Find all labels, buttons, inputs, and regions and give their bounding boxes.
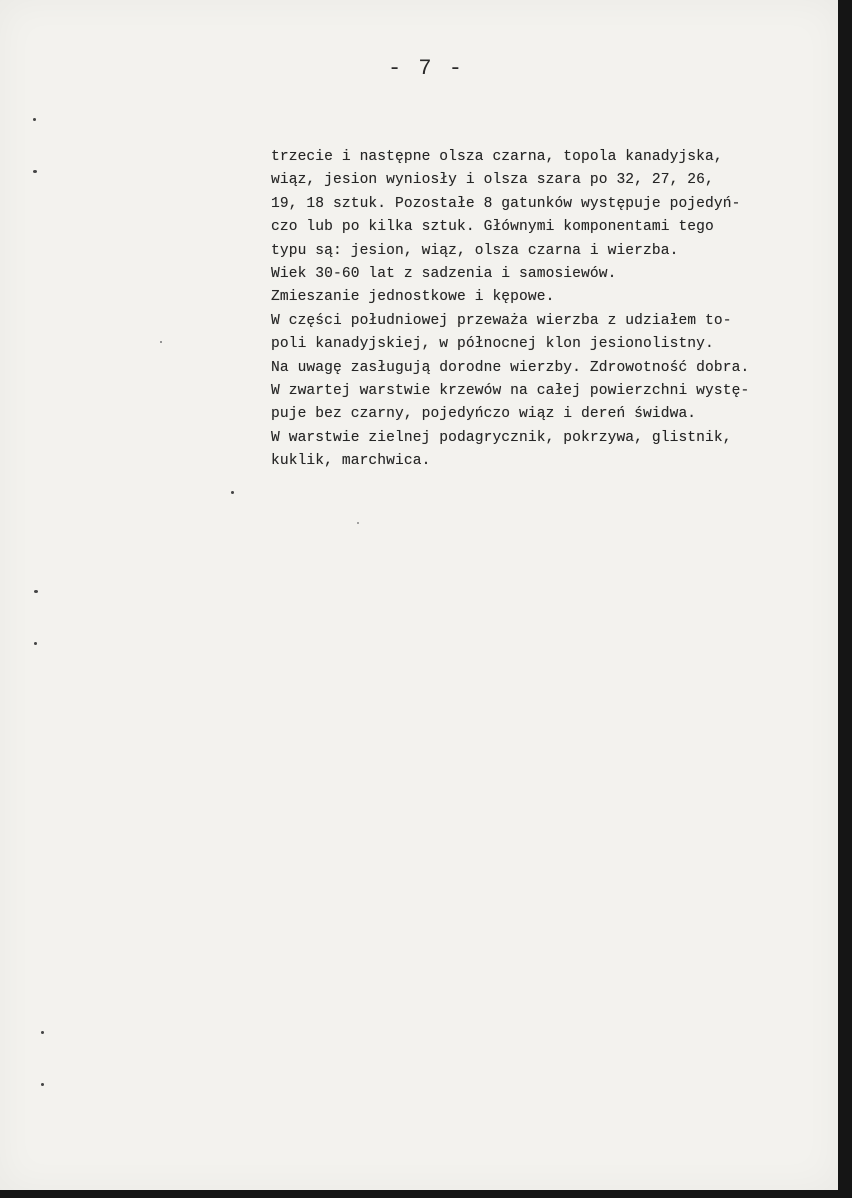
text-line: puje bez czarny, pojedyńczo wiąz i dereń świdwa. [271,406,697,423]
text-line: trzecie i następne olsza czarna, topola kanadyjska, [271,149,723,165]
scan-speck [34,590,38,593]
text-line: W warstwie zielnej podagrycznik, pokrzywa, glistnik, [271,429,732,446]
scan-speck [160,341,162,343]
scan-speck [357,522,359,524]
scan-speck [33,170,37,173]
page-number: - 7 - [388,56,465,81]
scan-speck [41,1031,44,1034]
scan-speck [34,642,37,645]
text-line: W zwartej warstwie krzewów na całej powierzchni wystę- [271,382,750,399]
scan-speck [33,118,36,121]
text-line: 19, 18 sztuk. Pozostałe 8 gatunków występuje pojedyń- [271,195,741,212]
scan-speck [41,1083,44,1086]
text-line: typu są: jesion, wiąz, olsza czarna i wierzba. [271,242,679,259]
text-line: poli kanadyjskiej, w północnej klon jesionolistny. [271,336,714,353]
text-line: czo lub po kilka sztuk. Głównymi komponentami tego [271,219,714,236]
scan-border-right [838,0,852,1198]
text-line: Na uwagę zasługują dorodne wierzby. Zdrowotność dobra. [271,359,750,376]
text-line: kuklik, marchwica. [271,453,431,470]
text-line: Zmieszanie jednostkowe i kępowe. [271,289,555,306]
body-text [271,146,836,473]
text-line: W części południowej przeważa wierzba z udziałem to- [271,312,732,329]
text-line: wiąz, jesion wyniosły i olsza szara po 32, 27, 26, [271,172,714,189]
text-line: Wiek 30-60 lat z sadzenia i samosiewów. [271,265,617,282]
scan-border-bottom [0,1190,852,1198]
scan-speck [231,491,234,494]
